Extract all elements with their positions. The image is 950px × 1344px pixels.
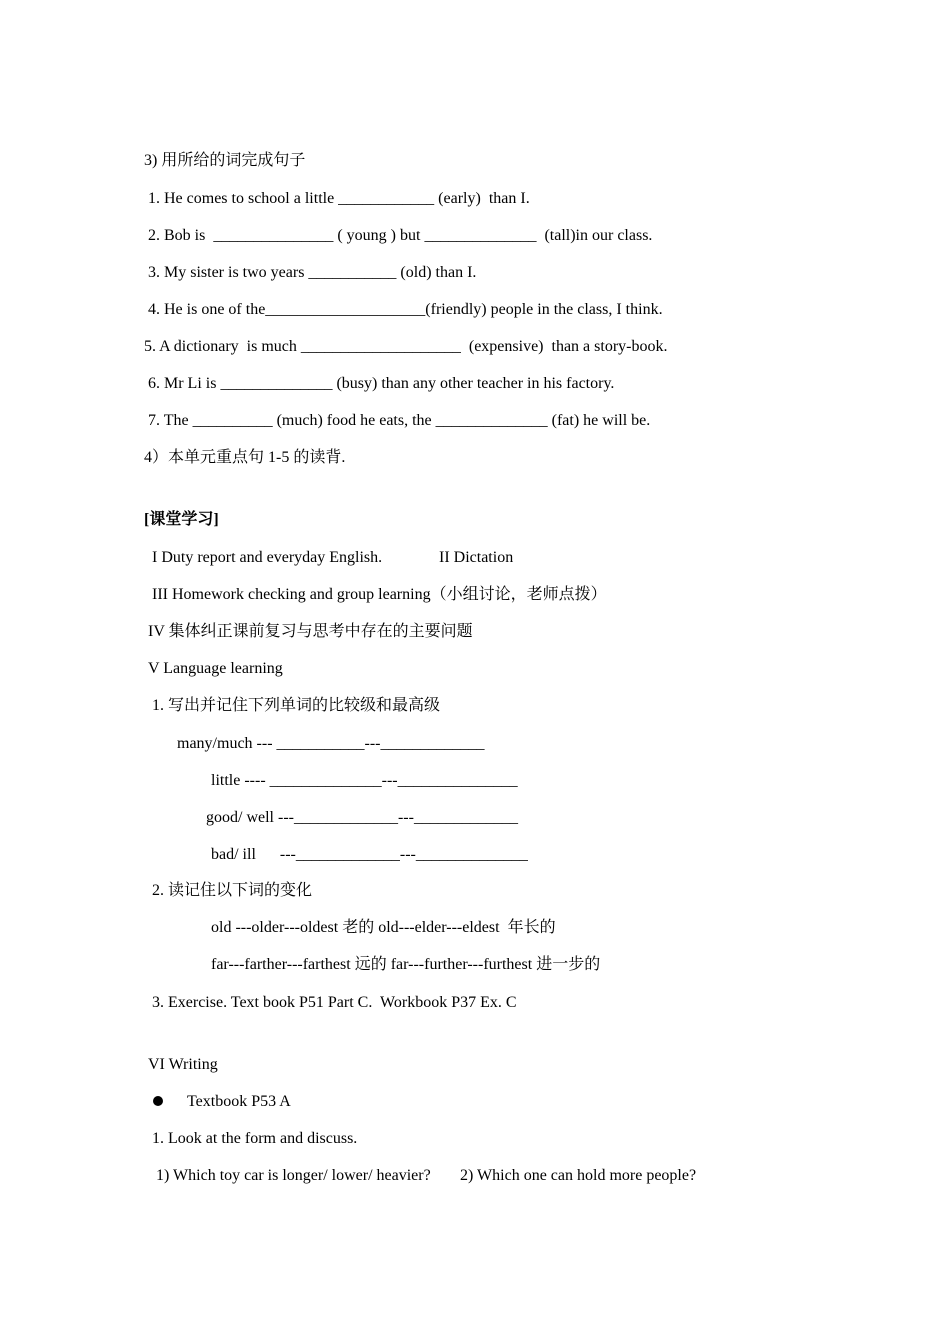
changes-title: 2. 读记住以下词的变化 <box>152 882 313 899</box>
bullet-icon <box>153 1096 163 1106</box>
collective-correction: IV 集体纠正课前复习与思考中存在的主要问题 <box>148 623 473 640</box>
section-3-heading: 3) 用所给的词完成句子 <box>144 152 306 169</box>
look-discuss: 1. Look at the form and discuss. <box>152 1130 358 1147</box>
comparative-bad: bad/ ill ---_____________---______________ <box>211 846 528 863</box>
change-old: old ---older---oldest 老的 old---elder---eldest 年长的 <box>211 919 556 936</box>
comparative-many: many/much --- ___________---_____________ <box>177 735 485 752</box>
homework-checking: III Homework checking and group learning（小组讨论，老师点拨） <box>152 586 607 603</box>
comparative-little: little ---- ______________---_______________ <box>211 772 518 789</box>
sentence-1: 1. He comes to school a little ____________ (early) than I. <box>144 190 530 207</box>
question-2: 2) Which one can hold more people? <box>460 1167 697 1184</box>
sentence-2: 2. Bob is _______________ ( young ) but ______________ (tall)in our class. <box>144 227 653 244</box>
sentence-4: 4. He is one of the____________________(friendly) people in the class, I think. <box>144 301 663 318</box>
classroom-heading: [课堂学习] <box>144 511 219 528</box>
writing-heading: VI Writing <box>148 1056 218 1073</box>
comparative-good: good/ well ---_____________---_____________ <box>206 809 518 826</box>
sentence-5: 5. A dictionary is much ____________________ (expensive) than a story-book. <box>144 338 668 355</box>
change-far: far---farther---farthest 远的 far---further---furthest 进一步的 <box>211 956 601 973</box>
section-4-text: 4）本单元重点句 1-5 的读背. <box>144 449 346 466</box>
language-learning: V Language learning <box>148 660 283 677</box>
sentence-6: 6. Mr Li is ______________ (busy) than any other teacher in his factory. <box>144 375 615 392</box>
comparatives-title: 1. 写出并记住下列单词的比较级和最高级 <box>152 697 441 714</box>
sentence-7: 7. The __________ (much) food he eats, the ______________ (fat) he will be. <box>144 412 651 429</box>
question-1: 1) Which toy car is longer/ lower/ heavier? <box>156 1167 431 1184</box>
duty-report: I Duty report and everyday English. <box>152 549 383 566</box>
dictation: II Dictation <box>439 549 514 566</box>
exercise: 3. Exercise. Text book P51 Part C. Workbook P37 Ex. C <box>152 994 517 1011</box>
sentence-3: 3. My sister is two years ___________ (old) than I. <box>144 264 477 281</box>
textbook-reference: Textbook P53 A <box>187 1093 291 1110</box>
